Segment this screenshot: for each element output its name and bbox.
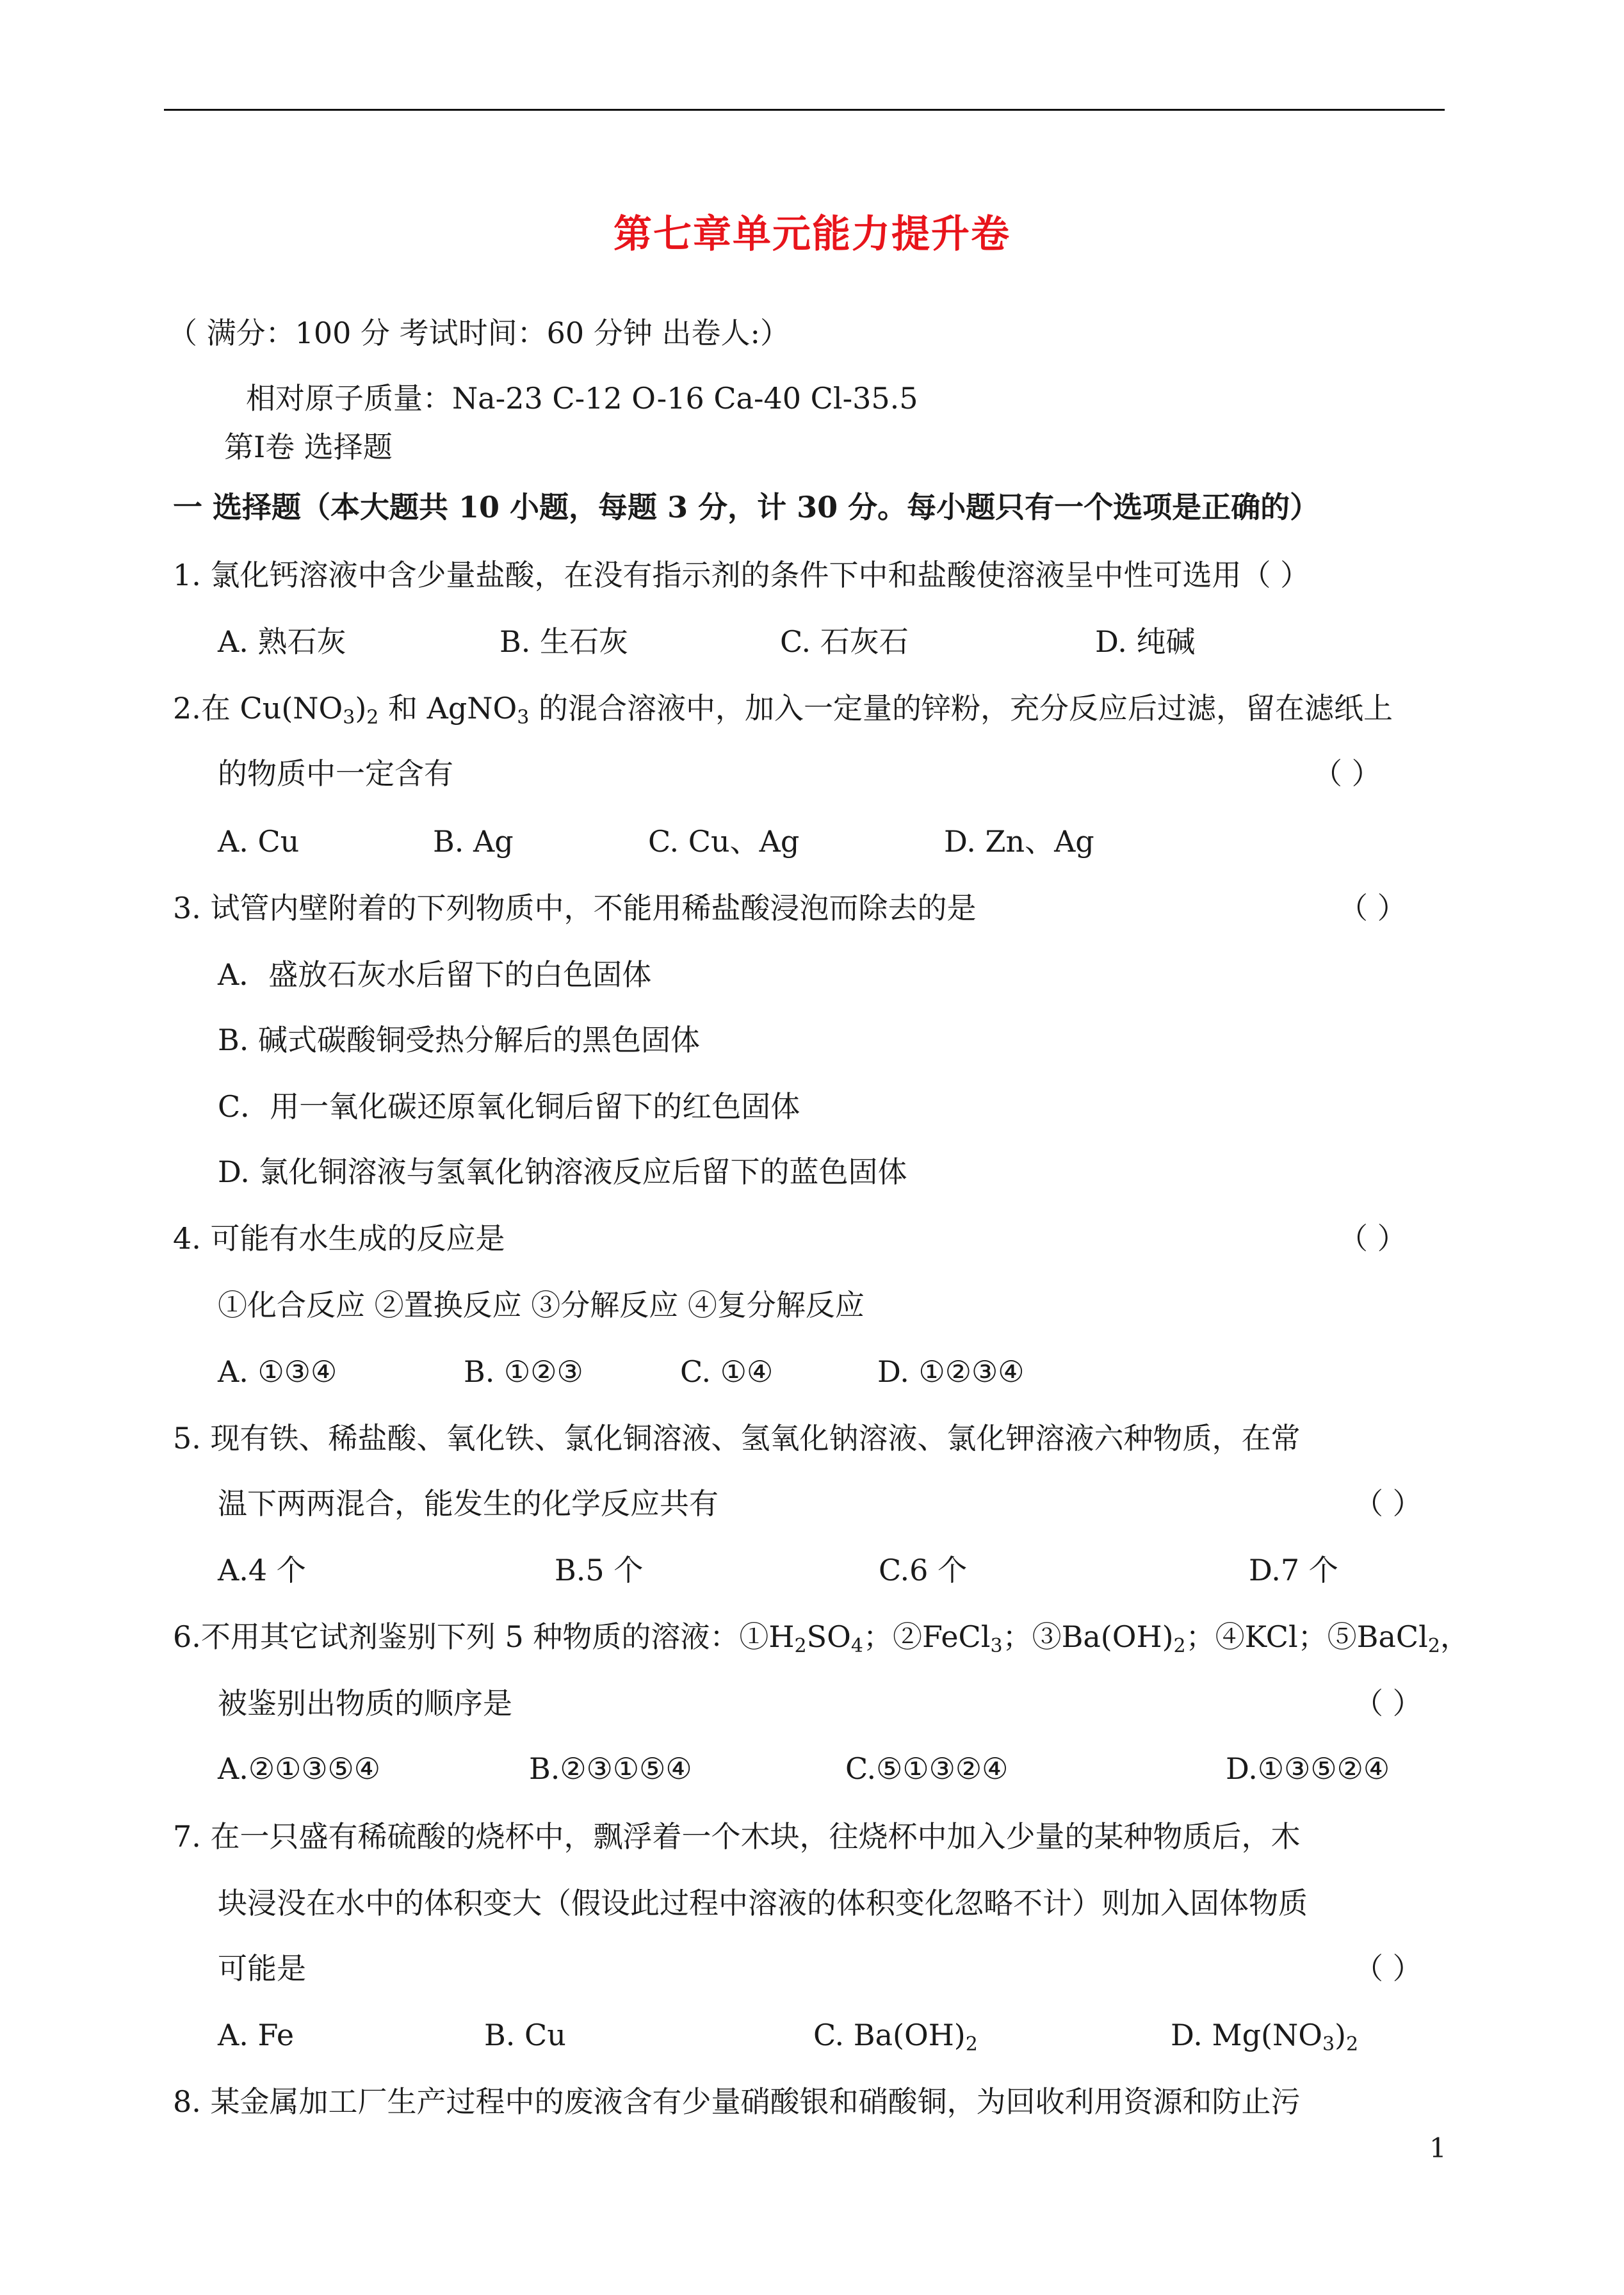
q4-answer-paren: （ ） (1338, 1221, 1407, 1256)
question-2-stem: 2.在 $Cu(NO_3)_2$ 和 AgNO$_3$ 的混合溶液中，加入一定量的锌粉，充分反应后过滤，留在滤纸上 (173, 691, 1393, 729)
question-6-stem: 6.不用其它试剂鉴别下列 5 种物质的溶液：$①H_2SO_4$；②FeCl$_3$；$③Ba(OH)_2$；④KCl；⑤BaCl$_2$， (173, 1619, 1470, 1657)
question-8-stem: 8. 某金属加工厂生产过程中的废液含有少量硝酸银和硝酸铜，为回收利用资源和防止污 (173, 2084, 1301, 2119)
atomic-mass-line: 相对原子质量：Na-23 C-12 O-16 Ca-40 Cl-35.5 (246, 381, 918, 416)
section-heading: 一 选择题（本大题共 10 小题，每题 3 分，计 30 分。每小题只有一个选项是正确的） (173, 490, 1320, 524)
q2-answer-paren: （ ） (1313, 756, 1381, 791)
question-6-line2: 被鉴别出物质的顺序是 (218, 1686, 512, 1721)
question-2-line2: 的物质中一定含有 (218, 756, 453, 791)
question-7-line3: 可能是 (218, 1951, 306, 1986)
q5-option-a: A.4 个 (218, 1553, 306, 1587)
q3-answer-paren: （ ） (1338, 891, 1407, 925)
q2-option-a: A. Cu (218, 824, 300, 859)
q1-option-c: C. 石灰石 (780, 624, 909, 659)
q6-option-a: A.②①③⑤④ (218, 1751, 381, 1786)
q5-option-b: B.5 个 (555, 1553, 644, 1587)
q7-option-c: C. $Ba(OH)_2$ (813, 2018, 978, 2056)
question-5-stem: 5. 现有铁、稀盐酸、氧化铁、氯化铜溶液、氢氧化钠溶液、氯化钾溶液六种物质，在常 (173, 1421, 1301, 1456)
q2-option-b: B. Ag (433, 824, 514, 859)
header-rule (164, 109, 1445, 111)
q3-option-a: A．盛放石灰水后留下的白色固体 (218, 957, 652, 992)
q6-option-b: B.②③①⑤④ (529, 1751, 692, 1786)
q3-option-d: D. 氯化铜溶液与氢氧化钠溶液反应后留下的蓝色固体 (218, 1155, 907, 1189)
q5-answer-paren: （ ） (1354, 1486, 1422, 1521)
q4-option-c: C. ①④ (680, 1354, 774, 1389)
q4-reaction-types: ①化合反应 ②置换反应 ③分解反应 ④复分解反应 (218, 1288, 865, 1322)
q4-option-b: B. ①②③ (464, 1354, 583, 1389)
question-4-stem: 4. 可能有水生成的反应是 (173, 1221, 505, 1256)
q1-option-b: B. 生石灰 (499, 624, 629, 659)
q7-option-a: A. Fe (218, 2018, 295, 2052)
q6-answer-paren: （ ） (1354, 1686, 1422, 1721)
q2-option-d: D. Zn、Ag (944, 824, 1094, 859)
q7-option-d: D. $Mg(NO_3)_2$ (1171, 2018, 1359, 2056)
question-7-line2: 块浸没在水中的体积变大（假设此过程中溶液的体积变化忽略不计）则加入固体物质 (218, 1886, 1308, 1920)
page-title: 第七章单元能力提升卷 (613, 212, 1011, 257)
question-5-line2: 温下两两混合，能发生的化学反应共有 (218, 1486, 719, 1521)
q3-option-c: C．用一氧化碳还原氧化铜后留下的红色固体 (218, 1089, 800, 1124)
question-3-stem: 3. 试管内壁附着的下列物质中，不能用稀盐酸浸泡而除去的是 (173, 891, 977, 925)
question-7-stem: 7. 在一只盛有稀硫酸的烧杯中，飘浮着一个木块，往烧杯中加入少量的某种物质后，木 (173, 1819, 1301, 1854)
q6-option-c: C.⑤①③②④ (845, 1751, 1009, 1786)
q4-option-a: A. ①③④ (218, 1354, 337, 1389)
page-number: 1 (1429, 2132, 1447, 2164)
q4-option-d: D. ①②③④ (877, 1354, 1025, 1389)
q5-option-d: D.7 个 (1249, 1553, 1338, 1587)
question-1-stem: 1. 氯化钙溶液中含少量盐酸，在没有指示剂的条件下中和盐酸使溶液呈中性可选用（ ） (173, 558, 1310, 592)
q6-option-d: D.①③⑤②④ (1226, 1751, 1390, 1786)
q1-option-d: D. 纯碱 (1095, 624, 1196, 659)
q5-option-c: C.6 个 (879, 1553, 968, 1587)
q7-option-b: B. Cu (484, 2018, 566, 2052)
q1-option-a: A. 熟石灰 (218, 624, 346, 659)
q7-answer-paren: （ ） (1354, 1951, 1422, 1986)
exam-info: （ 满分：100 分 考试时间：60 分钟 出卷人:） (168, 316, 790, 350)
q2-option-c: C. Cu、Ag (648, 824, 800, 859)
volume-label: 第Ⅰ卷 选择题 (224, 430, 393, 464)
q3-option-b: B. 碱式碳酸铜受热分解后的黑色固体 (218, 1023, 701, 1057)
